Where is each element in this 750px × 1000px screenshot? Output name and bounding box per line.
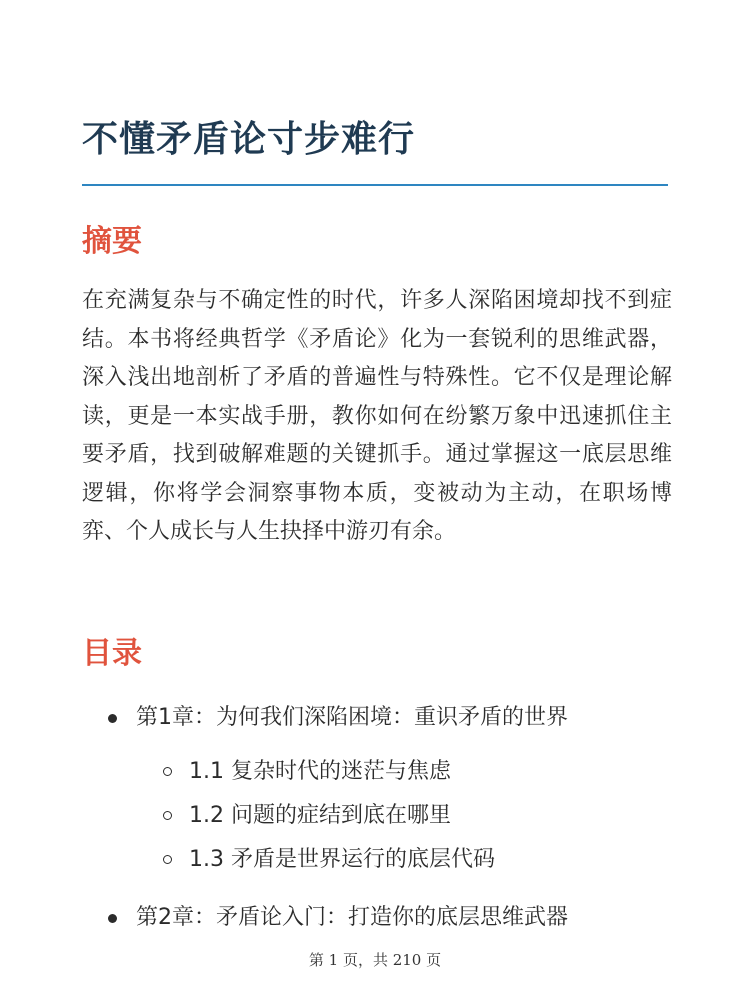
bullet-disc-icon [108, 714, 117, 723]
toc-heading: 目录 [82, 636, 142, 671]
page-footer: 第 1 页，共 210 页 [308, 951, 442, 969]
bullet-circle-icon [163, 855, 172, 864]
bullet-disc-icon [108, 914, 117, 923]
bullet-circle-icon [163, 811, 172, 820]
abstract-paragraph: 在充满复杂与不确定性的时代，许多人深陷困境却找不到症结。本书将经典哲学《矛盾论》化为一套锐利的思维武器，深入浅出地剖析了矛盾的普遍性与特殊性。它不仅是理论解读，更是一本实战手册，教你如何在纷繁万象中迅速抓住主要矛盾，找到破解难题的关键抓手。通过掌握这一底层思维逻辑，你将学会洞察事物本质，变被动为主动，在职场博弈、个人成长与人生抉择中游刃有余。 [82, 288, 672, 544]
toc-section-label: 1.2 问题的症结到底在哪里 [189, 803, 451, 828]
toc-chapter-label: 第2章：矛盾论入门：打造你的底层思维武器 [136, 905, 568, 930]
toc-chapter-label: 第1章：为何我们深陷困境：重识矛盾的世界 [136, 705, 568, 730]
abstract-heading: 摘要 [82, 224, 142, 259]
bullet-circle-icon [163, 767, 172, 776]
toc-section-label: 1.3 矛盾是世界运行的底层代码 [189, 847, 495, 872]
title-divider [82, 184, 668, 186]
toc-section-label: 1.1 复杂时代的迷茫与焦虑 [189, 759, 451, 784]
document-title: 不懂矛盾论寸步难行 [82, 119, 416, 160]
